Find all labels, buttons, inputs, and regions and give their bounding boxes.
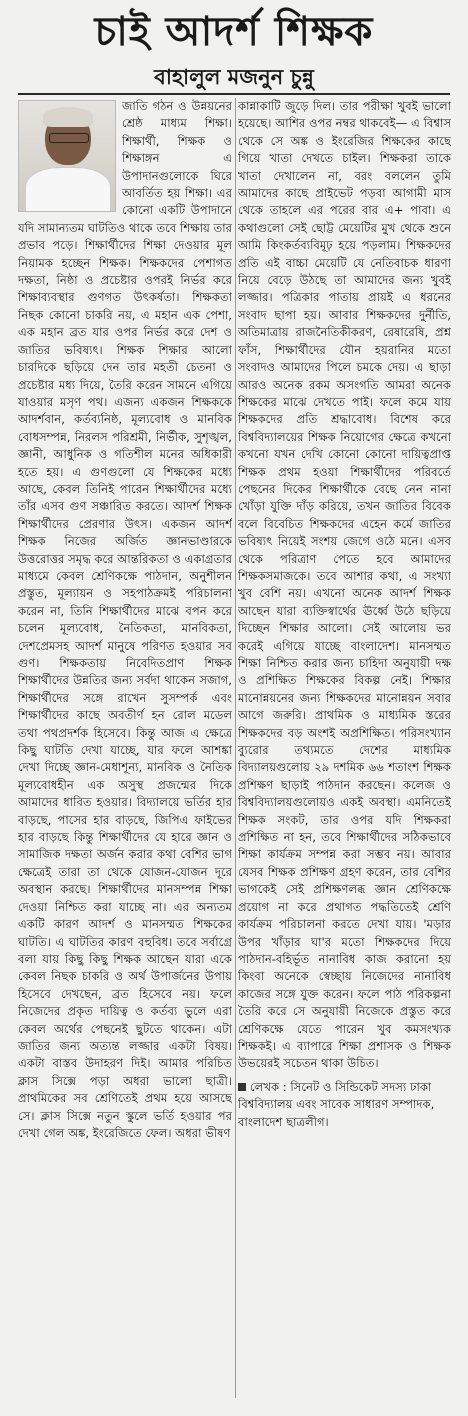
article-column-2 bbox=[238, 98, 451, 1408]
author-note-text: লেখক : সিনেট ও সিন্ডিকেট সদস্য ঢাকা বিশ্ববিদ্যালয় এবং সাবেক সাধারণ সম্পাদক, বাংলাদেশ ছাত্রলীগ। bbox=[238, 1079, 435, 1129]
column-divider bbox=[235, 98, 236, 1398]
column-2-text: কান্নাকাটি জুড়ে দিল। তার পরীক্ষা খুবই ভালো হয়েছে। আশির ওপর নম্বর থাকবেই— এ বিশ্বাস থেকে সে অঙ্ক ও ইংরেজির শিক্ষকের কাছে গিয়ে খাতা দেখতে চাইল। শিক্ষকরা তাকে খাতা দেখালেন না, বরং বললেন তুমি আমাদের কাছে প্রাইভেট পড়বা আগামী মাস থেকে তাহলে এর পরের বার এ+ পাবা। এ কথাগুলো সেই ছোট্ট মেয়েটির মুখ থেকে শুনে আমি কিংকর্তব্যবিমূঢ় হয়ে পড়লাম। শিক্ষকদের প্রতি এই বাচ্চা মেয়েটি যে নেতিবাচক ধারণা নিয়ে বেড়ে উঠছে তা আমাদের জন্য খুবই লজ্জার। পত্রিকার পাতায় প্রায়ই এ ধরনের সংবাদ ছাপা হয়। আবার শিক্ষকদের দুর্নীতি, অতিমাত্রায় রাজনৈতিকীকরণ, রেষারেষি, প্রশ্ন ফাঁস, শিক্ষার্থীদের যৌন হয়রানির মতো সংবাদও আমাদের পিলে চমকে দেয়। এ ছাড়া আরও অনেক রকম অসংগতি আমরা অনেক শিক্ষকের মাঝে দেখতে পাই। ফলে কমে যায় শিক্ষকদের প্রতি শ্রদ্ধাবোধ। বিশেষ করে বিশ্ববিদ্যালয়ের শিক্ষক নিয়োগের ক্ষেত্রে কখনো কখনো যখন দেখি কোনো কোনো দায়িত্বপ্রাপ্ত শিক্ষক প্রথম হওয়া শিক্ষার্থীদের পরিবর্তে পেছনের দিকের শিক্ষার্থীকে বেছে নেন নানা খোঁড়া যুক্তি দাঁড় করিয়ে, তখন জাতির বিবেক বলে বিবেচিত শিক্ষকদের এহেন কর্মে জাতির ভবিষ্যৎ নিয়েই সংশয় জেগে ওঠে মনে। এসব থেকে পরিত্রাণ পেতে হবে আমাদের শিক্ষকসমাজকে। তবে আশার কথা, এ সংখ্যা খুব বেশি নয়। এখনো অনেক আদর্শ শিক্ষক আছেন যারা ব্যক্তিস্বার্থের ঊর্ধ্বে উঠে ছড়িয়ে দিচ্ছেন শিক্ষার আলো। সেই আলোয় ভর করেই এগিয়ে যাচ্ছে বাংলাদেশ। মানসম্মত শিক্ষা নিশ্চিত করার জন্য চাহিদা অনুযায়ী দক্ষ ও প্রশিক্ষিত শিক্ষকের বিকল্প নেই। শিক্ষার মানোন্নয়নের জন্য শিক্ষকদের মানোন্নয়ন সবার আগে জরুরি। প্রাথমিক ও মাধ্যমিক স্তরের শিক্ষকদের বড় অংশই অপ্রশিক্ষিত। পরিসংখ্যান ব্যুরোর তথ্যমতে দেশের মাধ্যমিক বিদ্যালয়গুলোয় ২৯ দশমিক ৬৬ শতাংশ শিক্ষক প্রশিক্ষণ ছাড়াই পাঠদান করছেন। কলেজ ও বিশ্ববিদ্যালয়গুলোয়ও একই অবস্থা। এমনিতেই শিক্ষক সংকট, তার ওপর যদি শিক্ষকরা প্রশিক্ষিত না হন, তবে শিক্ষার্থীদের সঠিকভাবে শিক্ষা কার্যক্রম সম্পন্ন করা সম্ভব নয়। আবার যেসব শিক্ষক প্রশিক্ষণ গ্রহণ করেন, তার বেশির ভাগকেই সেই প্রশিক্ষণলব্ধ জ্ঞান শ্রেণিকক্ষে প্রয়োগ না করে প্রথাগত পদ্ধতিতেই শ্রেণি কার্যক্রম পরিচালনা করতে দেখা যায়। 'মড়ার উপর খাঁড়ার ঘা'র মতো শিক্ষকদের দিয়ে পাঠদান-বহির্ভূত নানাবিধ কাজ করানো হয় কিংবা অনেকে স্বেচ্ছায় নিজেদের নানাবিধ কাজের সঙ্গে যুক্ত করেন। ফলে পাঠ পরিকল্পনা তৈরি করে সে অনুযায়ী নিজেকে প্রস্তুত করে শ্রেণিকক্ষে যেতে পারেন খুব কমসংখ্যক শিক্ষকই। এ ব্যাপারে শিক্ষা প্রশাসক ও শিক্ষক উভয়েরই সচেতন থাকা উচিত। bbox=[238, 99, 451, 1071]
article-byline: বাহালুল মজনুন চুন্নু bbox=[154, 65, 314, 89]
article-headline: চাই আদর্শ শিক্ষক bbox=[94, 9, 374, 55]
square-bullet-icon bbox=[238, 1083, 246, 1091]
author-photo bbox=[18, 100, 116, 212]
author-note bbox=[238, 1079, 451, 1131]
header-rule bbox=[18, 93, 450, 95]
column-1-text: জাতি গঠন ও উন্নয়নের শ্রেষ্ঠ মাধ্যম শিক্ষা। শিক্ষার্থী, শিক্ষক ও শিক্ষাঙ্গন এ উপাদানগুলোকে ঘিরে আবর্তিত হয় শিক্ষা। এর কোনো একটি উপাদানে যদি সামান্যতম ঘাটতিও থাকে তবে শিক্ষায় তার প্রভাব পড়ে। শিক্ষার্থীদের শিক্ষা দেওয়ার মূল নিয়ামক হচ্ছেন শিক্ষক। শিক্ষকদের পেশাগত দক্ষতা, নিষ্ঠা ও প্রচেষ্টার ওপরই নির্ভর করে শিক্ষাব্যবস্থার গুণগত উৎকর্ষতা। শিক্ষকতা নিছক কোনো চাকরি নয়, এ মহান এক পেশা, এক মহান ব্রত যার ওপর নির্ভর করে দেশ ও জাতির ভবিষ্যৎ। শিক্ষক শিক্ষার আলো চারদিকে ছড়িয়ে দেন তার মহতী চেতনা ও প্রচেষ্টার মধ্য দিয়ে, তৈরি করেন সামনে এগিয়ে যাওয়ার মসৃণ পথ। এজন্য একজন শিক্ষককে আদর্শবান, কর্তব্যনিষ্ঠ, মূল্যবোধ ও মানবিক বোধসম্পন্ন, নিরলস পরিশ্রমী, নির্ভীক, সুশৃঙ্খল, জ্ঞানী, আধুনিক ও গতিশীল মনের অধিকারী হতে হয়। এ গুণগুলো যে শিক্ষকের মধ্যে আছে, কেবল তিনিই পারেন শিক্ষার্থীদের মধ্যে তাঁর এসব গুণ সঞ্চারিত করতে। আদর্শ শিক্ষক শিক্ষার্থীদের প্রেরণার উৎস। একজন আদর্শ শিক্ষক নিজের অর্জিত জ্ঞানভাণ্ডারকে উত্তরোত্তর সমৃদ্ধ করে আন্তরিকতা ও একাগ্রতার মাধ্যমে কেবল শ্রেণিকক্ষে পাঠদান, অনুশীলন প্রস্তুত, মূল্যায়ন ও সহপাঠক্রমই পরিচালনা করেন না, তিনি শিক্ষার্থীদের মাঝে বপন করে চলেন মূল্যবোধ, নৈতিকতা, মানবিকতা, দেশপ্রেমসহ আদর্শ মানুষে পরিণত হওয়ার সব গুণ। শিক্ষকতায় নিবেদিতপ্রাণ শিক্ষক শিক্ষার্থীদের উন্নতির জন্য সর্বদা থাকেন সজাগ, শিক্ষার্থীদের সঙ্গে রাখেন সুসম্পর্ক এবং শিক্ষার্থীদের কাছে অবতীর্ণ হন রোল মডেল তথা পথপ্রদর্শক হিসেবে। কিন্তু আজ এ ক্ষেত্রে কিছু ঘাটতি দেখা যাচ্ছে, যার ফলে আশঙ্কা দেখা দিচ্ছে জ্ঞান-মেধাশূন্য, মানবিক ও নৈতিক মূল্যবোধহীন এক অসুস্থ প্রজন্মের দিকে আমাদের ধাবিত হওয়ার। বিদ্যালয়ে ভর্তির হার বাড়ছে, পাসের হার বাড়ছে, জিপিএ ফাইভের হার বাড়ছে কিন্তু শিক্ষার্থীদের যে হারে জ্ঞান ও সামাজিক দক্ষতা অর্জন করার কথা বেশির ভাগ ক্ষেত্রেই তারা তা থেকে যোজন-যোজন দূরে অবস্থান করছে। শিক্ষার্থীদের মানসম্পন্ন শিক্ষা দেওয়া নিশ্চিত করা যাচ্ছে না। এর অন্যতম একটি কারণ আদর্শ ও মানসম্মত শিক্ষকের ঘাটতি। এ ঘাটতির কারণ বহুবিধ। তবে সর্বাগ্রে বলা যায় কিছু কিছু শিক্ষক আছেন যারা একে কেবল নিছক চাকরি ও অর্থ উপার্জনের উপায় হিসেবে দেখছেন, ব্রত হিসেবে নয়। ফলে নিজেদের প্রকৃত দায়িত্ব ও কর্তব্য ভুলে এরা কেবল অর্থের পেছনেই ছুটতে থাকেন। এটা জাতির জন্য অত্যন্ত লজ্জার একটা বিষয়। একটা বাস্তব উদাহরণ দিই। আমার পরিচিত ক্লাস সিক্সে পড়া অধরা ভালো ছাত্রী। প্রাথমিকের সব শ্রেণিতেই প্রথম হয়ে আসছে সে। ক্লাস সিক্সে নতুন স্কুলে ভর্তি হওয়ার পর দেখা গেল অঙ্ক, ইংরেজিতে ফেল। অধরা ভীষণ bbox=[18, 99, 232, 1140]
article-column-1 bbox=[18, 98, 232, 1400]
